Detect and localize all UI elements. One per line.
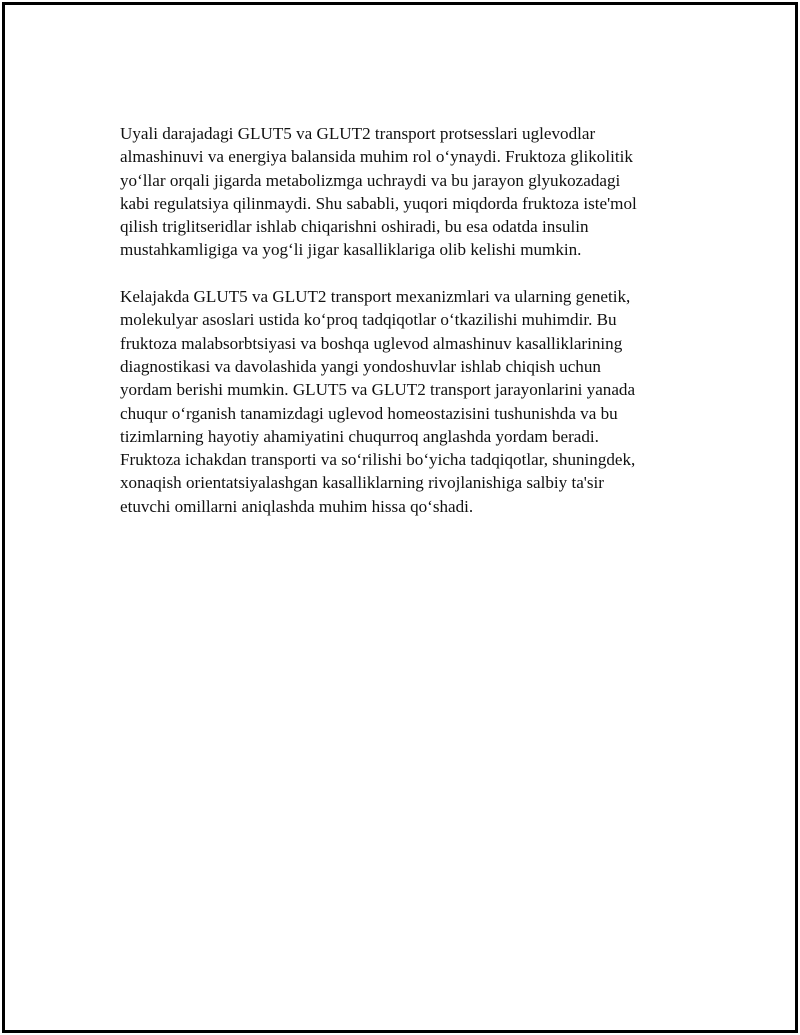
- text-line: almashinuvi va energiya balansida muhim rol o‘ynaydi. Fruktoza glikolitik: [120, 147, 633, 167]
- text-line: mustahkamligiga va yog‘li jigar kasalliklariga olib kelishi mumkin.: [120, 240, 582, 260]
- page: [2, 2, 798, 1033]
- text-line: Fruktoza ichakdan transporti va so‘rilishi bo‘yicha tadqiqotlar, shuningdek,: [120, 450, 636, 470]
- text-line: tizimlarning hayotiy ahamiyatini chuqurroq anglashda yordam beradi.: [120, 426, 599, 446]
- document-body: [120, 122, 680, 541]
- text-line: Uyali darajadagi GLUT5 va GLUT2 transport protsesslari uglevodlar: [120, 124, 596, 143]
- text-line: kabi regulatsiya qilinmaydi. Shu sababli, yuqori miqdorda fruktoza iste'mol: [120, 193, 637, 213]
- text-line: fruktoza malabsorbtsiyasi va boshqa uglevod almashinuv kasalliklarining: [120, 333, 623, 353]
- text-line: molekulyar asoslari ustida ko‘proq tadqiqotlar o‘tkazilishi muhimdir. Bu: [120, 310, 617, 330]
- text-line: etuvchi omillarni aniqlashda muhim hissa qo‘shadi.: [120, 496, 474, 516]
- text-line: qilish triglitseridlar ishlab chiqarishni oshiradi, bu esa odatda insulin: [120, 217, 589, 237]
- text-line: Kelajakda GLUT5 va GLUT2 transport mexanizmlari va ularning genetik,: [120, 287, 631, 307]
- paragraph-1: [120, 122, 680, 262]
- text-line: xonaqish orientatsiyalashgan kasalliklarning rivojlanishiga salbiy ta'sir: [120, 473, 604, 493]
- text-line: chuqur o‘rganish tanamizdagi uglevod homeostazisini tushunishda va bu: [120, 403, 618, 423]
- text-line: yordam berishi mumkin. GLUT5 va GLUT2 transport jarayonlarini yanada: [120, 380, 636, 400]
- paragraph-2: [120, 285, 680, 518]
- text-line: yo‘llar orqali jigarda metabolizmga uchraydi va bu jarayon glyukozadagi: [120, 170, 621, 190]
- text-line: diagnostikasi va davolashida yangi yondoshuvlar ishlab chiqish uchun: [120, 356, 601, 376]
